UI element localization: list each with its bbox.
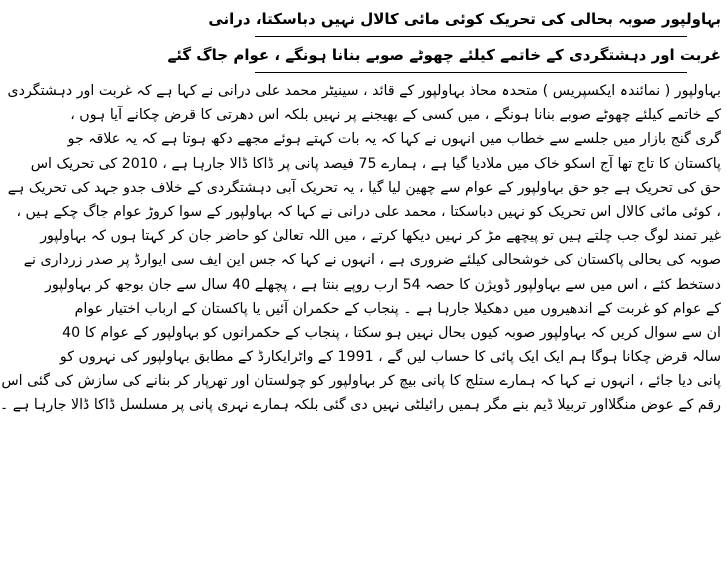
headline-divider [255,36,687,37]
body-line: رقم کے عوض منگلااور تربیلا ڈیم بنے مگر ہمیں رائیلٹی نہیں دی گئی بلکہ ہمارے نہری پانی پر مسلسل ڈاکا ڈالا جارہا ہے ۔ [0,397,721,414]
body-line: کے خاتمے کیلئے چھوٹے صوبے بنانا ہونگے ، میں کسی کے بھیجنے پر نہیں بلکہ اس دھرتی کا قرض چکانے آیا ہوں ، [70,107,721,124]
body-line: سالہ قرض چکانا ہوگا ہم ایک ایک پائی کا حساب لیں گے ، 1991 کے واٹرایکارڈ کے مطابق بہاولپور کی نہروں کو [59,349,721,366]
body-line: پاکستان کا تاج تھا آج اسکو خاک میں ملادیا گیا ہے ، ہمارے 75 فیصد پانی پر ڈاکا ڈالا جارہا ہے ، 2010 کی تحریک اس [30,155,721,172]
body-line: کے عوام کو غربت کے اندھیروں میں دھکیلا جارہا ہے ۔ پنجاب کے حکمران آئیں یا پاکستان کے ارباب اختیار عوام [74,300,721,317]
body-line: دستخط کئے ، اس میں سے بہاولپور ڈویژن کا حصہ 54 ارب روپے بنتا ہے ، پچھلے 40 سال سے جان بوجھ کر بہاولپور [45,276,721,293]
body-line: پانی دیا جائے ، انہوں نے کہا کہ ہمارے ستلج کا پانی بیچ کر بہاولپور کو چولستان اور تھرپار کر بنانے کی سازش کی گئی اس [1,373,721,390]
body-line: حق کی تحریک ہے جو حق بہاولپور کے عوام سے چھین لیا گیا ، یہ تحریک آبی دہشتگردی کے خلاف جدو جہد کی تحریک ہے [7,179,721,196]
body-line: ، کوئی مائی کالال اس تحریک کو نہیں دباسکتا ، محمد علی درانی نے کہا کہ بہاولپور کے سوا کروڑ عوام جاگ چکے ہیں ، [16,203,721,220]
article-body [0,79,721,418]
headline-divider [255,72,687,73]
headline-line-1: بہاولپور صوبہ بحالی کی تحریک کوئی مائی کالال نہیں دباسکتا، درانی [208,10,721,28]
body-line: غیر تمند لوگ جب چلتے ہیں تو پیچھے مڑ کر نہیں دیکھا کرتے ، میں اللہ تعالیٰ کو حاضر جان کر کہتا ہوں کہ بہاولپور [40,228,721,245]
headline-line-2: غربت اور دہشتگردی کے خاتمے کیلئے چھوٹے صوبے بنانا ہونگے ، عوام جاگ گئے [167,46,721,64]
body-line: ان سے سوال کریں کہ بہاولپور صوبہ کیوں بحال نہیں ہو سکتا ، پنجاب کے حکمرانوں کو بہاولپور کے عوام کا 40 [62,324,721,341]
body-line: گری گنج بازار میں جلسے سے خطاب میں انہوں نے کہا کہ یہ بات کہتے ہوئے مجھے دکھ ہوتا ہے کہ یہ علاقہ جو [67,131,721,148]
body-line: بہاولپور ( نمائندہ ایکسپریس ) متحدہ محاذ بہاولپور کے قائد ، سینیٹر محمد علی درانی نے کہا ہے کہ غربت اور دہشتگردی [7,83,721,99]
body-line: صوبہ کی بحالی پاکستان کی خوشحالی کیلئے ضروری ہے ، انہوں نے کہا کہ جس این ایف سی ایوارڈ پر صدر زرداری نے [23,252,721,269]
